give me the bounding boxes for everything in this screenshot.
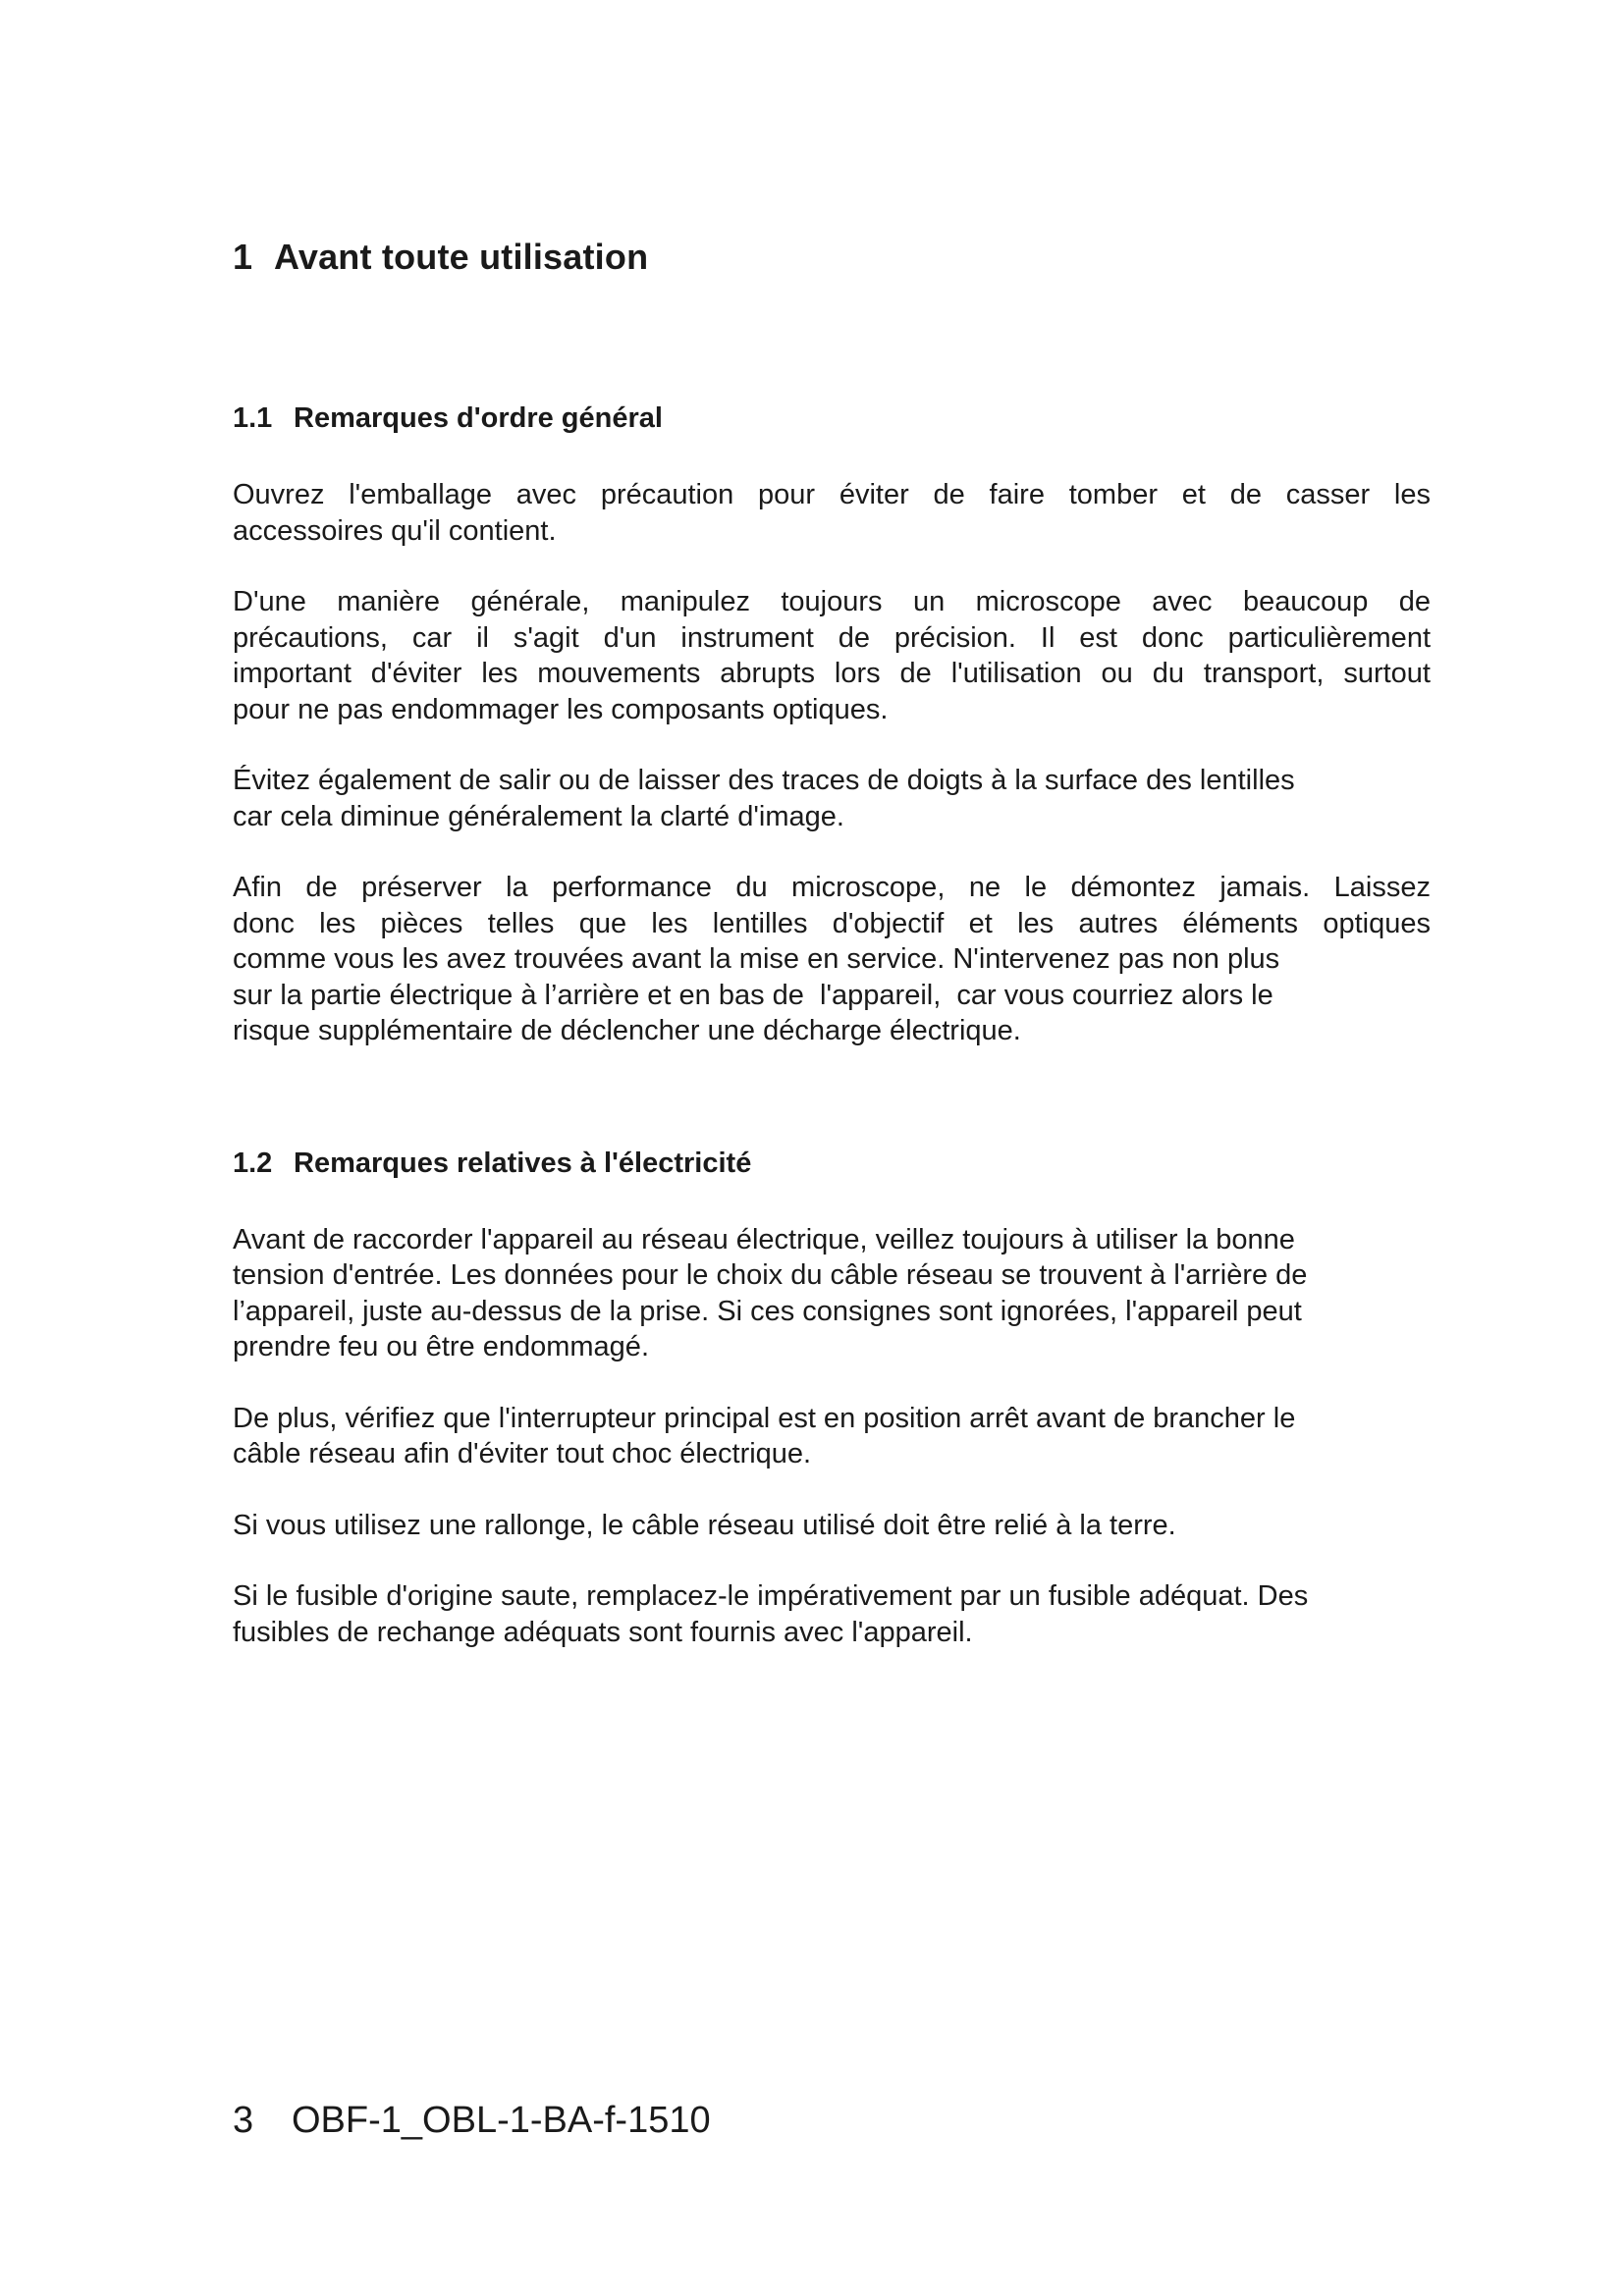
paragraph-line: Si le fusible d'origine saute, remplacez-le impérativement par un fusible adéquat. Des <box>233 1580 1309 1612</box>
section-1-1-paragraph-1 <box>233 477 1431 549</box>
section-1-1-paragraph-2 <box>233 584 1431 727</box>
section-1-2-body <box>233 1222 1431 1651</box>
paragraph-line: car cela diminue généralement la clarté d'image. <box>233 800 844 832</box>
paragraph-line: De plus, vérifiez que l'interrupteur principal est en position arrêt avant de brancher le <box>233 1402 1296 1434</box>
section-1-2-paragraph-4 <box>233 1578 1431 1650</box>
section-1-1-title-text: Remarques d'ordre général <box>294 402 663 434</box>
document-code: OBF-1_OBL-1-BA-f-1510 <box>292 2100 711 2141</box>
paragraph-line: câble réseau afin d'éviter tout choc électrique. <box>233 1438 812 1469</box>
page-content <box>233 230 1431 1685</box>
paragraph-line: sur la partie électrique à l’arrière et en bas de l'appareil, car vous courriez alors le <box>233 979 1273 1011</box>
section-1-2-paragraph-3 <box>233 1508 1431 1544</box>
chapter-title <box>233 230 1431 285</box>
paragraph-line: l’appareil, juste au-dessus de la prise. Si ces consignes sont ignorées, l'appareil peut <box>233 1295 1302 1327</box>
paragraph-line: accessoires qu'il contient. <box>233 514 557 547</box>
chapter-title-text: Avant toute utilisation <box>274 237 649 277</box>
section-1-1-body <box>233 477 1431 1049</box>
section-1-2-number: 1.2 <box>233 1147 273 1179</box>
paragraph-line: comme vous les avez trouvées avant la mise en service. N'intervenez pas non plus <box>233 943 1280 975</box>
section-1-2-paragraph-2 <box>233 1401 1431 1472</box>
paragraph-line: Afin de préserver la performance du microscope, ne le démontez jamais. Laissez <box>233 872 1431 903</box>
section-1-1-paragraph-3 <box>233 763 1431 834</box>
section-1-2-title <box>233 1144 1431 1183</box>
paragraph-line: prendre feu ou être endommagé. <box>233 1331 649 1362</box>
paragraph-line: fusibles de rechange adéquats sont fournis avec l'appareil. <box>233 1616 973 1648</box>
paragraph-line: donc les pièces telles que les lentilles d'objectif et les autres éléments optiques <box>233 907 1431 939</box>
section-1-1-number: 1.1 <box>233 402 273 434</box>
section-1-1-paragraph-4 <box>233 870 1431 1049</box>
paragraph-line: Évitez également de salir ou de laisser des traces de doigts à la surface des lentilles <box>233 765 1295 796</box>
paragraph-line: pour ne pas endommager les composants optiques. <box>233 693 889 725</box>
paragraph-line: risque supplémentaire de déclencher une décharge électrique. <box>233 1015 1021 1046</box>
paragraph-line: Avant de raccorder l'appareil au réseau électrique, veillez toujours à utiliser la bonne <box>233 1223 1295 1255</box>
paragraph-line: important d'éviter les mouvements abrupts lors de l'utilisation ou du transport, surtout <box>233 658 1431 689</box>
page-number: 3 <box>233 2100 254 2141</box>
paragraph-line: D'une manière générale, manipulez toujours un microscope avec beaucoup de <box>233 586 1431 617</box>
section-1-2-paragraph-1 <box>233 1222 1431 1365</box>
page-footer <box>233 2097 711 2144</box>
section-1-2-title-text: Remarques relatives à l'électricité <box>294 1147 752 1179</box>
paragraph-line: Ouvrez l'emballage avec précaution pour éviter de faire tomber et de casser les <box>233 479 1431 510</box>
paragraph-line: tension d'entrée. Les données pour le choix du câble réseau se trouvent à l'arrière de <box>233 1259 1308 1291</box>
section-1-1-title <box>233 399 1431 438</box>
paragraph-line: Si vous utilisez une rallonge, le câble réseau utilisé doit être relié à la terre. <box>233 1509 1176 1541</box>
chapter-number: 1 <box>233 237 253 277</box>
paragraph-line: précautions, car il s'agit d'un instrument de précision. Il est donc particulièrement <box>233 621 1431 654</box>
